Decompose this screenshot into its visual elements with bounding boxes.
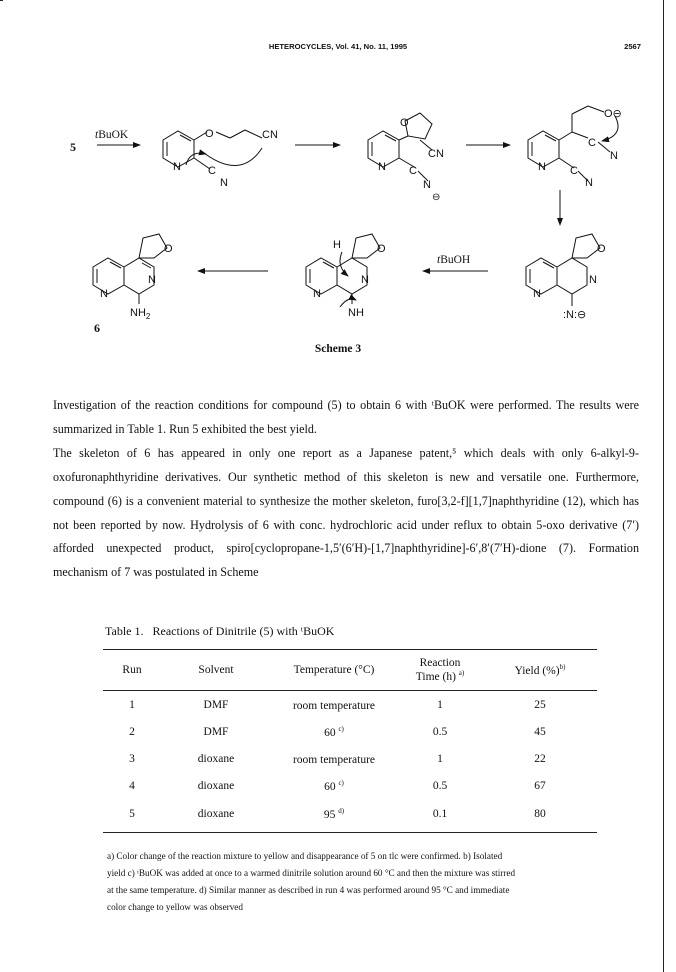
cell-time: 0.5 (432, 725, 448, 738)
cell-time: 0.5 (432, 779, 448, 792)
cell-temp-value: room temperature (292, 699, 376, 712)
structure-e-O: O (377, 243, 386, 255)
structure-d-N1: N (589, 274, 597, 286)
cell-temp-note: d) (338, 807, 345, 816)
structure-c-N1: N (610, 150, 618, 162)
structure-b-N-anion: N (423, 179, 431, 191)
footnote-line: color change to yellow was observed (107, 902, 243, 912)
page-border-top (0, 0, 3, 1)
cell-temp-value: 60 (324, 726, 336, 739)
header-yield-text: Yield (%) (514, 664, 560, 677)
structure-6-O: O (164, 243, 173, 255)
reagent-tbuok-prefix: t (95, 129, 99, 141)
structure-e-NH: NH (348, 307, 364, 319)
structure-a-CN: CN (262, 129, 278, 141)
table-bottom-rule (103, 833, 597, 834)
header-yield (483, 650, 597, 691)
reactions-table (103, 649, 597, 833)
structure-e-N: N (313, 288, 321, 300)
header-reaction-time (397, 650, 483, 691)
structure-e-N1: N (361, 274, 369, 286)
structure-b-C: C (409, 165, 417, 177)
cell-time: 1 (437, 752, 443, 765)
header-run: Run (103, 650, 161, 691)
page-number: 2567 (624, 42, 641, 51)
table-row (103, 772, 597, 799)
paragraph-2: The skeleton of 6 has appeared in only one report as a Japanese patent,⁵ which deals with only 6-alkyl-9-oxofuronaphthyridine derivatives. Our synthetic method of this skeleton is new and versatile one. Furthermore, compound (6) is a convenient material to synthesize the mother skeleton, furo[3,2-f][1,7]naphthyridine (12), which has not been reported by now. Hydrolysis of 6 with conc. hydrochloric acid under reflux to obtain 5-oxo derivative (7′) afforded unexpected product, spiro[cyclopropane-1,5′(6′H)-[1,7]naphthyridine]-6′,8′(7′H)-dione (7). Formation mechanism of 7 was postulated in Scheme (53, 445, 639, 580)
cell-time: 1 (437, 698, 443, 711)
structure-b-O: O (400, 117, 409, 129)
cell-temp-note: c) (338, 724, 344, 733)
cell-time: 0.1 (432, 808, 448, 820)
cell-yield: 22 (534, 752, 546, 765)
structure-b-CN: CN (428, 148, 444, 160)
structure-6-NH: NH (130, 307, 146, 319)
cell-temperature (271, 691, 397, 719)
structure-c-N: N (538, 161, 546, 173)
reagent-tbuoh-prefix: t (437, 254, 441, 266)
footnote-line: at the same temperature. d) Similar manner as described in run 4 was performed around 95 °C and immediate (107, 885, 510, 895)
structure-c-C1: C (588, 137, 596, 149)
structure-6-NH2 (130, 307, 151, 321)
table-row (103, 718, 597, 745)
structure-d-N: N (533, 288, 541, 300)
structure-c-C2: C (570, 165, 578, 177)
cell-solvent: dioxane (197, 808, 235, 820)
cell-run: 4 (129, 779, 135, 792)
header-time-note: a) (458, 669, 465, 678)
cell-solvent: DMF (203, 725, 229, 738)
body-text (53, 394, 639, 585)
cell-yield: 45 (534, 725, 546, 738)
cell-run: 1 (129, 698, 135, 711)
structure-a-O: O (205, 128, 214, 140)
reagent-tbuoh (437, 254, 470, 266)
structure-c-O-anion: O⊖ (604, 108, 622, 120)
structure-a-C: C (208, 165, 216, 177)
structure-d-N-anion: :N:⊖ (563, 309, 587, 321)
header-solvent: Solvent (161, 650, 271, 691)
reagent-tbuok (95, 129, 129, 141)
header-yield-note: b) (559, 663, 566, 672)
table-caption-prefix: Table 1. (105, 624, 144, 638)
scheme-caption: Scheme 3 (314, 343, 362, 355)
structure-6-N1: N (148, 274, 156, 286)
cell-solvent: dioxane (197, 779, 235, 792)
structure-c-N2: N (585, 177, 593, 189)
table-row (103, 799, 597, 833)
structure-a-N: N (173, 161, 181, 173)
structure-b-N: N (378, 161, 386, 173)
compound-5-label: 5 (70, 140, 76, 154)
structure-6-N: N (100, 288, 108, 300)
cell-temp-value: 95 (323, 808, 336, 821)
cell-temperature (271, 799, 397, 833)
cell-solvent: DMF (203, 698, 229, 711)
table-row (103, 691, 597, 719)
cell-run: 3 (129, 752, 135, 765)
reaction-scheme (0, 90, 676, 340)
table-row (103, 745, 597, 772)
table-header-row (103, 650, 597, 691)
structure-d-O: O (597, 243, 606, 255)
structure-b-charge: ⊖ (432, 192, 441, 203)
header-time-line2 (397, 669, 483, 683)
cell-yield: 25 (534, 698, 546, 711)
structure-e-H: H (333, 239, 341, 251)
reagent-tbuoh-text: BuOH (440, 254, 471, 266)
cell-yield: 80 (534, 808, 546, 820)
compound-6-label: 6 (94, 321, 100, 335)
table-caption (105, 624, 334, 639)
table-caption-text: Reactions of Dinitrile (5) with ᵗBuOK (152, 624, 335, 638)
header-temperature: Temperature (°C) (271, 650, 397, 691)
structure-a-N2: N (220, 177, 228, 189)
running-header (0, 42, 676, 56)
cell-solvent: dioxane (197, 752, 235, 765)
cell-run: 5 (129, 808, 135, 820)
table-bottom-rule-cell (103, 833, 597, 834)
reagent-tbuok-text: BuOK (98, 129, 129, 141)
cell-temperature (271, 745, 397, 772)
cell-temperature (271, 718, 397, 745)
header-time-line1: Reaction (419, 657, 461, 670)
cell-yield: 67 (534, 779, 546, 792)
table-footnotes (107, 848, 607, 916)
footnote-line: a) Color change of the reaction mixture to yellow and disappearance of 5 on tlc were confirmed. b) Isolated (107, 851, 503, 861)
cell-temp-value: room temperature (292, 753, 376, 766)
cell-run: 2 (129, 725, 135, 738)
journal-citation: HETEROCYCLES, Vol. 41, No. 11, 1995 (268, 42, 408, 51)
structure-6-NH2-subscript: 2 (145, 312, 151, 321)
cell-temp-value: 60 (324, 780, 336, 793)
cell-temp-note: c) (338, 778, 344, 787)
header-time-text: Time (h) (415, 670, 456, 683)
cell-temperature (271, 772, 397, 799)
footnote-line: yield c) ᵗBuOK was added at once to a warmed dinitrile solution around 60 °C and then the mixture was stirred (107, 868, 516, 878)
paragraph-1: Investigation of the reaction conditions for compound (5) to obtain 6 with ᵗBuOK were performed. The results were summarized in Table 1. Run 5 exhibited the best yield. (53, 398, 639, 436)
